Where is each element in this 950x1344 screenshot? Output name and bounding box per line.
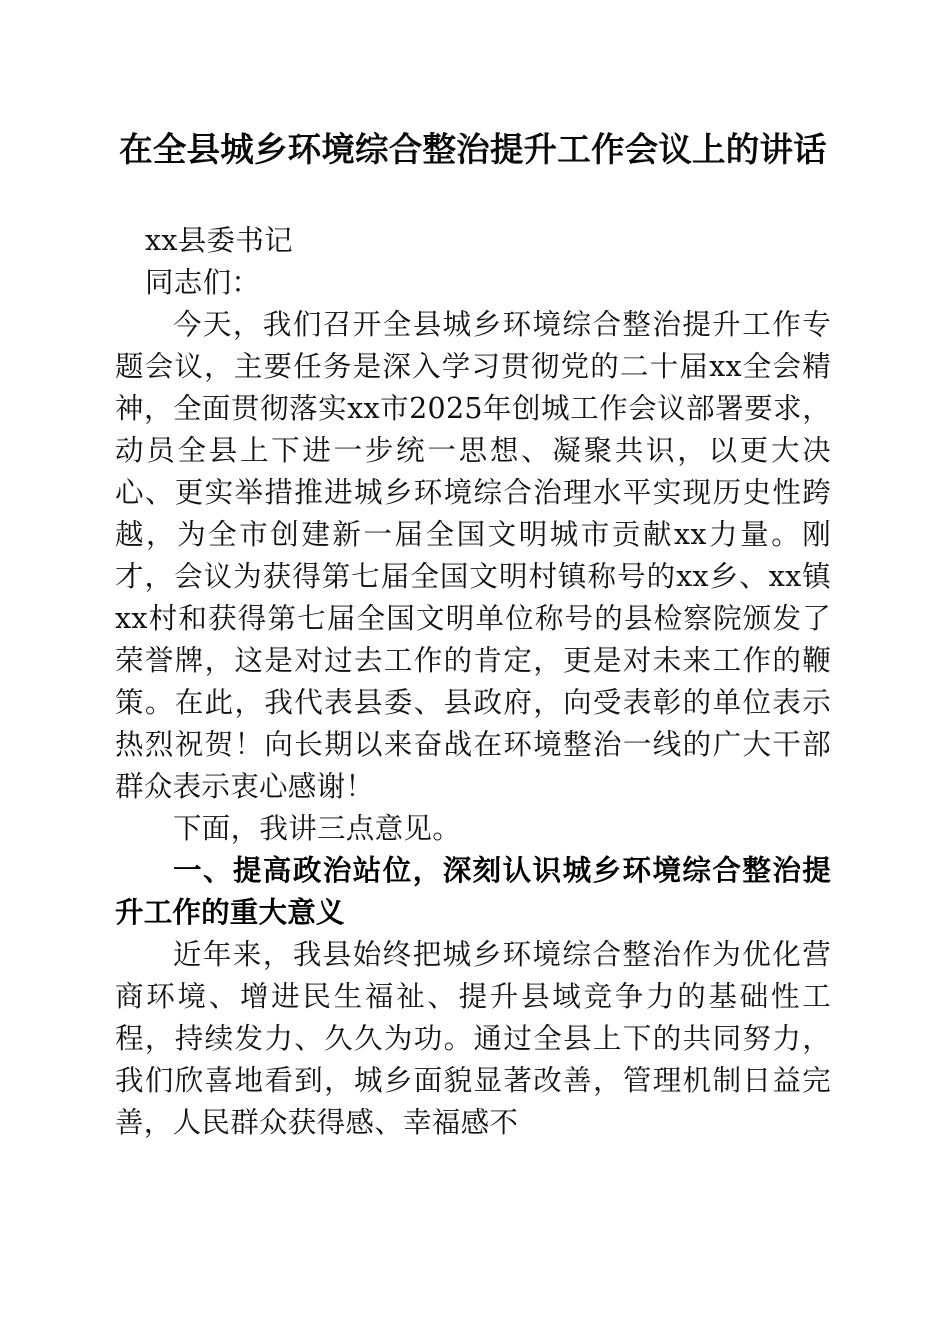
document-content-column bbox=[115, 0, 831, 1144]
page-title: 在全县城乡环境综合整治提升工作会议上的讲话 bbox=[119, 132, 827, 169]
salutation: 同志们： bbox=[145, 266, 261, 299]
paragraph-opening: 今天，我们召开全县城乡环境综合整治提升工作专题会议，主要任务是深入学习贯彻党的二十届xx全会精神，全面贯彻落实xx市2025年创城工作会议部署要求，动员全县上下进一步统一思想、凝聚共识，以更大决心、更实举措推进城乡环境综合治理水平实现历史性跨越，为全市创建新一届全国文明城市贡献xx力量。刚才，会议为获得第七届全国文明村镇称号的xx乡、xx镇xx村和获得第七届全国文明单位称号的县检察院颁发了荣誉牌，这是对过去工作的肯定，更是对未来工作的鞭策。在此，我代表县委、县政府，向受表彰的单位表示热烈祝贺！向长期以来奋战在环境整治一线的广大干部群众表示衷心感谢！ bbox=[115, 308, 831, 803]
byline: xx县委书记 bbox=[145, 224, 293, 257]
section-heading-1: 一、提高政治站位，深刻认识城乡环境综合整治提升工作的重大意义 bbox=[115, 855, 831, 929]
paragraph-section-1-1: 近年来，我县始终把城乡环境综合整治作为优化营商环境、增进民生福祉、提升县域竞争力的基础性工程，持续发力、久久为功。通过全县上下的共同努力，我们欣喜地看到，城乡面貌显著改善，管理机制日益完善，人民群众获得感、幸福感不 bbox=[115, 938, 831, 1139]
paragraph-transition: 下面，我讲三点意见。 bbox=[173, 812, 462, 845]
